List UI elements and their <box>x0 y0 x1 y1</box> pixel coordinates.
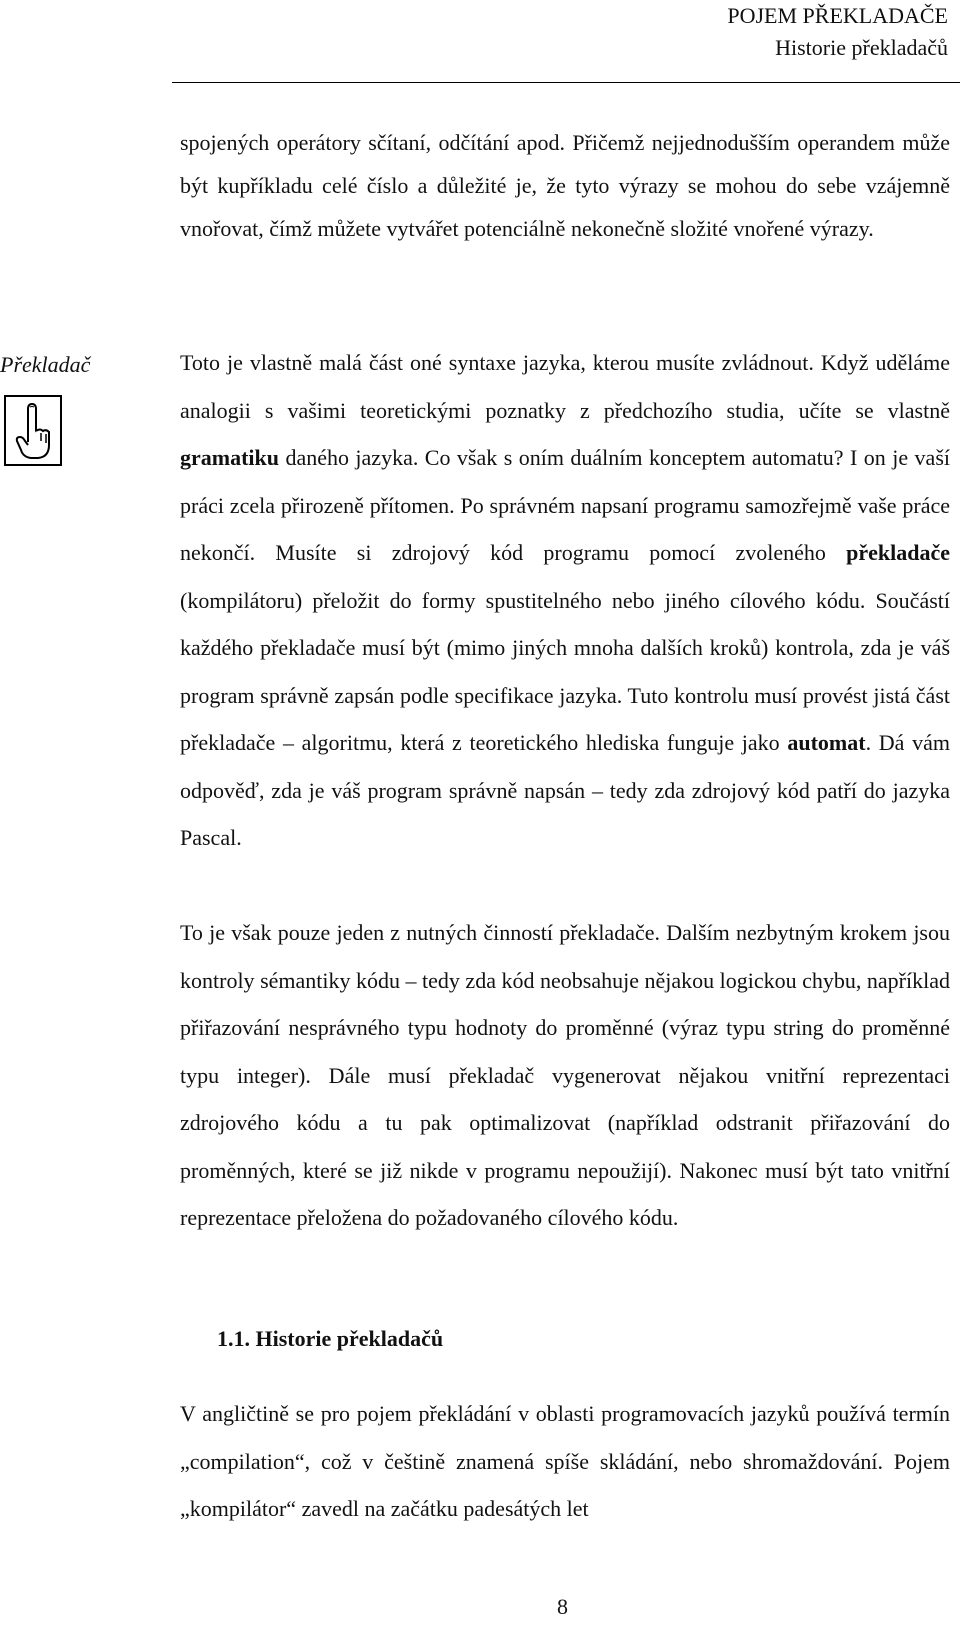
margin-note-label: Překladač <box>0 352 91 377</box>
term-prekladace: překladače <box>846 540 950 565</box>
paragraph-grammar-automaton <box>180 339 950 862</box>
header-divider <box>172 82 960 83</box>
page-number: 8 <box>557 1594 568 1619</box>
term-gramatiku: gramatiku <box>180 445 279 470</box>
pointing-hand-icon <box>4 395 62 466</box>
paragraph-history: V angličtině se pro pojem překládání v oblasti programovacích jazyků používá termín „compilation“, což v češtině znamená spíše skládání, nebo shromaždování. Pojem „kompilátor“ zavedl na začátku padesátých let <box>180 1401 950 1521</box>
section-number: 1.1. <box>217 1326 250 1351</box>
paragraph-compiler-steps: To je však pouze jeden z nutných činností překladače. Dalším nezbytným krokem jsou kontroly sémantiky kódu – tedy zda kód neobsahuje nějakou logickou chybu, například přiřazování nesprávného typu hodnoty do proměnné (výraz typu string do proměnné typu integer). Dále musí překladač vygenerovat nějakou vnitřní reprezentaci zdrojového kódu a tu pak optimalizovat (například odstranit přiřazování do proměnných, které se již nikde v programu nepoužijí). Nakonec musí být tato vnitřní reprezentace přeložena do požadovaného cílového kódu. <box>180 920 950 1230</box>
header-chapter-title: POJEM PŘEKLADAČE <box>727 3 948 28</box>
section-heading <box>217 1326 443 1352</box>
text-run: daného jazyka. Co však s oním duálním konceptem automatu? I on je vaší práci zcela přirozeně přítomen. Po správném napsaní programu samozřejmě vaše práce nekončí. Musíte si zdrojový kód programu pomocí zvoleného <box>180 445 950 565</box>
section-title: Historie překladačů <box>255 1326 444 1351</box>
text-run: (kompilátoru) přeložit do formy spustitelného nebo jiného cílového kódu. Součástí každého překladače musí být (mimo jiných mnoha dalších kroků) kontrola, zda je váš program správně zapsán podle specifikace jazyka. Tuto kontrolu musí provést jistá část překladače – algoritmu, která z teoretického hlediska funguje jako <box>180 587 950 755</box>
header-section-title: Historie překladačů <box>775 35 948 60</box>
running-header <box>727 0 948 64</box>
text-run: . Dá vám odpověď, zda je váš program správně napsán – tedy zda zdrojový kód patří do jazyka Pascal. <box>180 730 951 850</box>
text-run: Toto je vlastně malá část oné syntaxe jazyka, kterou musíte zvládnout. Když uděláme analogii s vašimi teoretickými poznatky z předchozího studia, učíte se vlastně <box>180 350 950 423</box>
term-automat: automat <box>787 730 866 755</box>
paragraph-expressions: spojených operátory sčítaní, odčítání apod. Přičemž nejjednodušším operandem může být kupříkladu celé číslo a důležité je, že tyto výrazy se mohou do sebe vzájemně vnořovat, čímž můžete vytvářet potenciálně nekonečně složité vnořené výrazy. <box>180 130 950 241</box>
